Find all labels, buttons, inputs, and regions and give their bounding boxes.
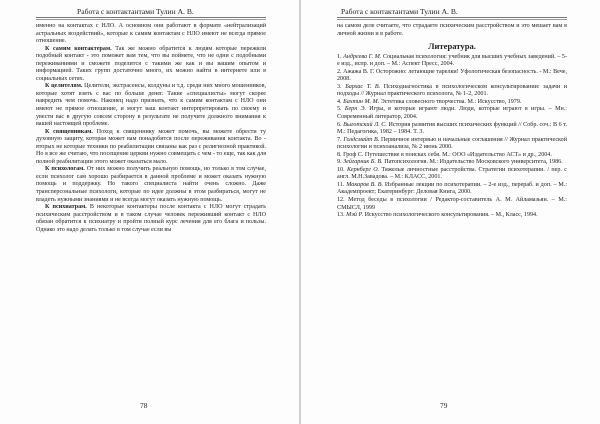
list-item: 6. Выготский Л. С. История развития высших психических функций // Собр. соч.: В 6 т. М.: Педагогика, 1982 – 1984. Т. 3. [337,121,568,136]
bibliography-list [337,54,567,220]
header-rule [36,17,266,18]
paragraph: К психологам. От них можно получить реальную помощь, но только в том случае, если психолог сам хорошо разбирается в данной проблеме и может оказать нужную помощь и поддержку. Но такого специалиста найти очень сложно. Даже трансперсональные психологи, которые по идее должны в этом разбираться, могут не владеть нужными знаниями и не всегда могут оказать нужную помощь. [36,166,266,203]
bibliography-title: Литература. [428,41,476,52]
list-item: 5. Берн Э. Игры, в которые играют люди. Люди, которые играют в игры. – Мн.: Современный литератор, 2004. [337,106,567,121]
paragraph: К целителям. Целители, экстрасенсы, колдуны и т.д. среди них много мошенников, которые хотят взять с вас по больше денег. Такие «специалисты» могут скорее навредить чем помочь. Наконец надо признать, что к самим контактам с НЛО они имеют не прямое отношение, и могут ваш контакт интерпретировать по своему и увести вас в другую совсем сторону в результате не получите должного внимания к вашей настоящей проблеме. [36,83,266,128]
list-item: 13. Мэй Р. Искусство психологического консультирования. – М., Класс, 1994. [337,212,538,219]
list-item: 3. Бархас Т. В. Психодиагностика в психологическом консультировании: задачи и подходы // Журнал практического психолога, № 1-2, 2001. [337,83,567,98]
left-page [0,0,299,424]
list-item: 8. Гроф С. Путешествие в поисках себя. М.: ООО «Издательство АСТ» и др., 2004. [337,151,552,158]
header-rule [337,17,567,18]
running-header: Работа с контактантами Тулин А. В. [341,7,458,16]
right-body-text [337,23,567,220]
header-rule-thin [337,19,567,20]
list-item: 2. Ажажа В. Г. Осторожно: летающие тарелки! Уфологическая безопасность. - М.: Вече, 2008. [337,68,567,83]
list-item: 1. Андреева Г. М. Социальная психология: учебник для высших учебных заведений. – 5-е изд., испр. и доп. – М.: Аспект Пресс, 2004. [337,53,567,68]
list-item: 11. Макаров В. В. Избранные лекции по психотерапии. – 2-е изд., перераб. и доп. – М.: Академпроект; Екатеринбург: Деловая Книга, 2000. [337,181,568,196]
list-item: 10. Кернберг О. Тяжелые личностные расстройства. Стратегии психотерапии. / пер. с англ. М.Н.Завадова. – М.: КЛАСС, 2001. [337,166,567,181]
list-item: 12. Метод беседы в психологии / Редактор-составитель А. М. Айламазьян. – М.: СМЫСЛ, 1999 [337,197,567,211]
right-page [301,0,600,424]
paragraph: именно на контактах с НЛО. А основном они работают в формате «нейтрализаций астральных воздействий», которые к самим контактам с НЛО имеют не всегда прямое отношение. [36,23,266,45]
header-rule-thin [36,19,266,20]
left-body-text [36,23,266,234]
running-header: Работа с контактантами Тулин А. В. [77,7,194,16]
page-number: 79 [440,401,448,410]
paragraph: К самим контактерам. Так же можно обратится к людям которые пережили подобный контакт - это поможет вам тем, что вы поймете, что не одни с подобными переживаниями и сможете поделится с такими же как и вы вашим опытом и информацией. Таких групп достаточно много, их можно найти в интернете или в социальных сетях. [36,45,266,82]
list-item: 4. Бахтин М. М. Эстетика словесного творчества. М.: Искусство, 1979. [337,98,522,105]
paragraph: К священникам. Поход к священнику может помочь, вы можете обрести ту духовную защиту, которая может вам понадобится после переживания контакта. Во - вторых не которые техники по реабилитации связаны как раз с религиозной практикой. Но я все же считаю, что посещение церкви нужно совмещать с чем - то еще, так как для полной реабилитации этого может оказаться мало. [36,128,266,165]
paragraph: К психиатрам. В некоторые контактеры после контакта с НЛО могут страдать психическим расстройством и в таком случае человек переживший контакт с НЛО обязан обратится к психиатру и пройти полный курс лечения для его блага и пользы. Однако это надо делать только в том случае если вы [36,204,267,233]
paragraph: на самом деле считаете, что страдаете психическим расстройством и это мешает вам в личной жизни и в работе. [337,23,567,37]
page-number: 78 [140,401,148,410]
list-item: 9. Зейгарник Б. В. Патопсихология. М.: Издательство Московского университета, 1986. [337,159,563,166]
list-item: 7. Голдсмайт В. Первичное интервью и начальные соглашения // Журнал практической психологии и психоанализа, № 2 июнь 2000. [337,136,567,151]
